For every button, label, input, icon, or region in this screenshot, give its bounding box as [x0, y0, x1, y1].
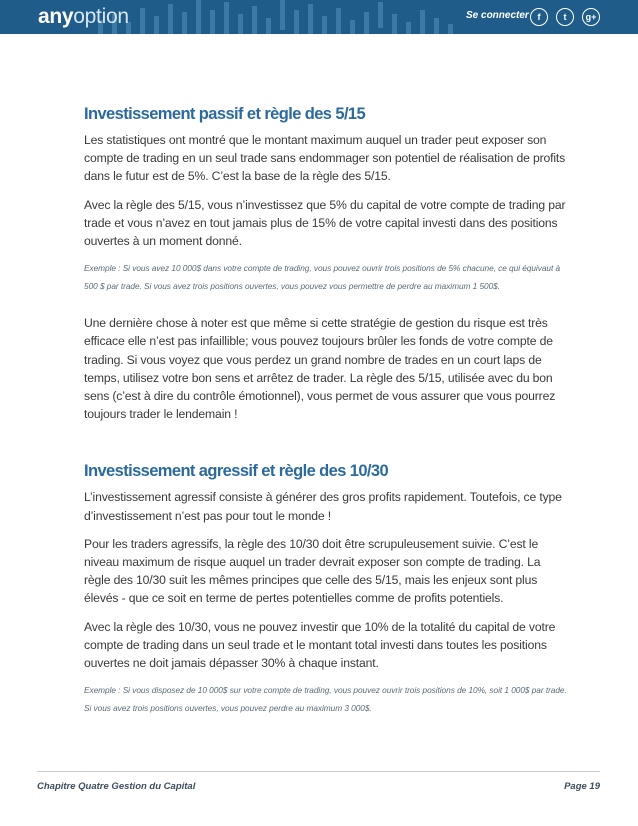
paragraph: Une dernière chose à noter est que même si cette stratégie de gestion du risque est très efficace elle n’est pas infaillible; vous pouvez toujours brûler les fonds de votre compte de trading. Si vous voyez que vous perdez un grand nombre de trades en un court laps de temps, utilisez votre bon sens et arrêtez de trader. La règle des 5/15, utilisée avec du bon sens (c’est à dire du contrôle émotionnel), vous permet de vous assurer que vous pourrez toujours trader le lendemain ! [84, 316, 556, 422]
login-link[interactable]: Se connecter [466, 10, 529, 21]
page-content [84, 104, 568, 736]
facebook-icon[interactable]: f [530, 8, 548, 26]
section-aggressive-investment [84, 461, 568, 717]
candlestick-decoration [90, 0, 470, 34]
paragraph: Avec la règle des 5/15, vous n’investissez que 5% du capital de votre compte de trading par trade et vous n’avez en tout jamais plus de 15% de votre capital investi dans des positions ouvertes à un moment donné. [84, 197, 566, 249]
section-passive-investment [84, 104, 568, 423]
footer-divider [37, 771, 600, 772]
section-spacer [84, 433, 568, 461]
section-title: Investissement agressif et règle des 10/30 [84, 462, 389, 481]
paragraph: Les statistiques ont montré que le montant maximum auquel un trader peut exposer son compte de trading en un seul trade sans endommager son potentiel de réalisation de profits dans le futur est de 5%. C’est la base de la règle des 5/15. [84, 133, 566, 184]
top-header-bar [0, 0, 638, 34]
example-note: Exemple : Si vous disposez de 10 000$ sur votre compte de trading, vous pouvez ouvrir trois positions de 10%, soit 1 000$ par trade. Si vous avez trois positions ouvertes, vous pouvez perdre au maximum 3 000$. [84, 685, 567, 713]
paragraph: Avec la règle des 10/30, vous ne pouvez investir que 10% de la totalité du capital de votre compte de trading dans un seul trade et le montant total investi dans toutes les positions ouvertes ne doit jamais dépasser 30% à chaque instant. [84, 619, 556, 671]
twitter-icon[interactable]: t [556, 8, 574, 26]
footer-chapter: Chapitre Quatre Gestion du Capital [37, 781, 196, 792]
anyoption-logo[interactable]: anyoption [38, 5, 129, 28]
section-title: Investissement passif et règle des 5/15 [84, 105, 366, 123]
paragraph: L’investissement agressif consiste à générer des gros profits rapidement. Toutefois, ce type d’investissement n’est pas pour tout le monde ! [84, 490, 562, 523]
example-note: Exemple : Si vous avez 10 000$ dans votre compte de trading, vous pouvez ouvrir trois positions de 5% chacune, ce qui équivaut à 500 $ par trade. Si vous avez trois positions ouvertes, vous pouvez vous permettre de perdre au maximum 1 500$. [84, 263, 561, 291]
google-plus-icon[interactable]: g+ [582, 8, 600, 26]
paragraph: Pour les traders agressifs, la règle des 10/30 doit être scrupuleusement suivie. C’est le niveau maximum de risque auquel un trader devrait exposer son compte de trading. La règle des 10/30 suit les mêmes principes que celle des 5/15, mais les enjeux sont plus élevés - que ce soit en terme de pertes potentielles comme de profits potentiels. [84, 536, 541, 606]
footer-page-number: Page 19 [564, 781, 600, 792]
